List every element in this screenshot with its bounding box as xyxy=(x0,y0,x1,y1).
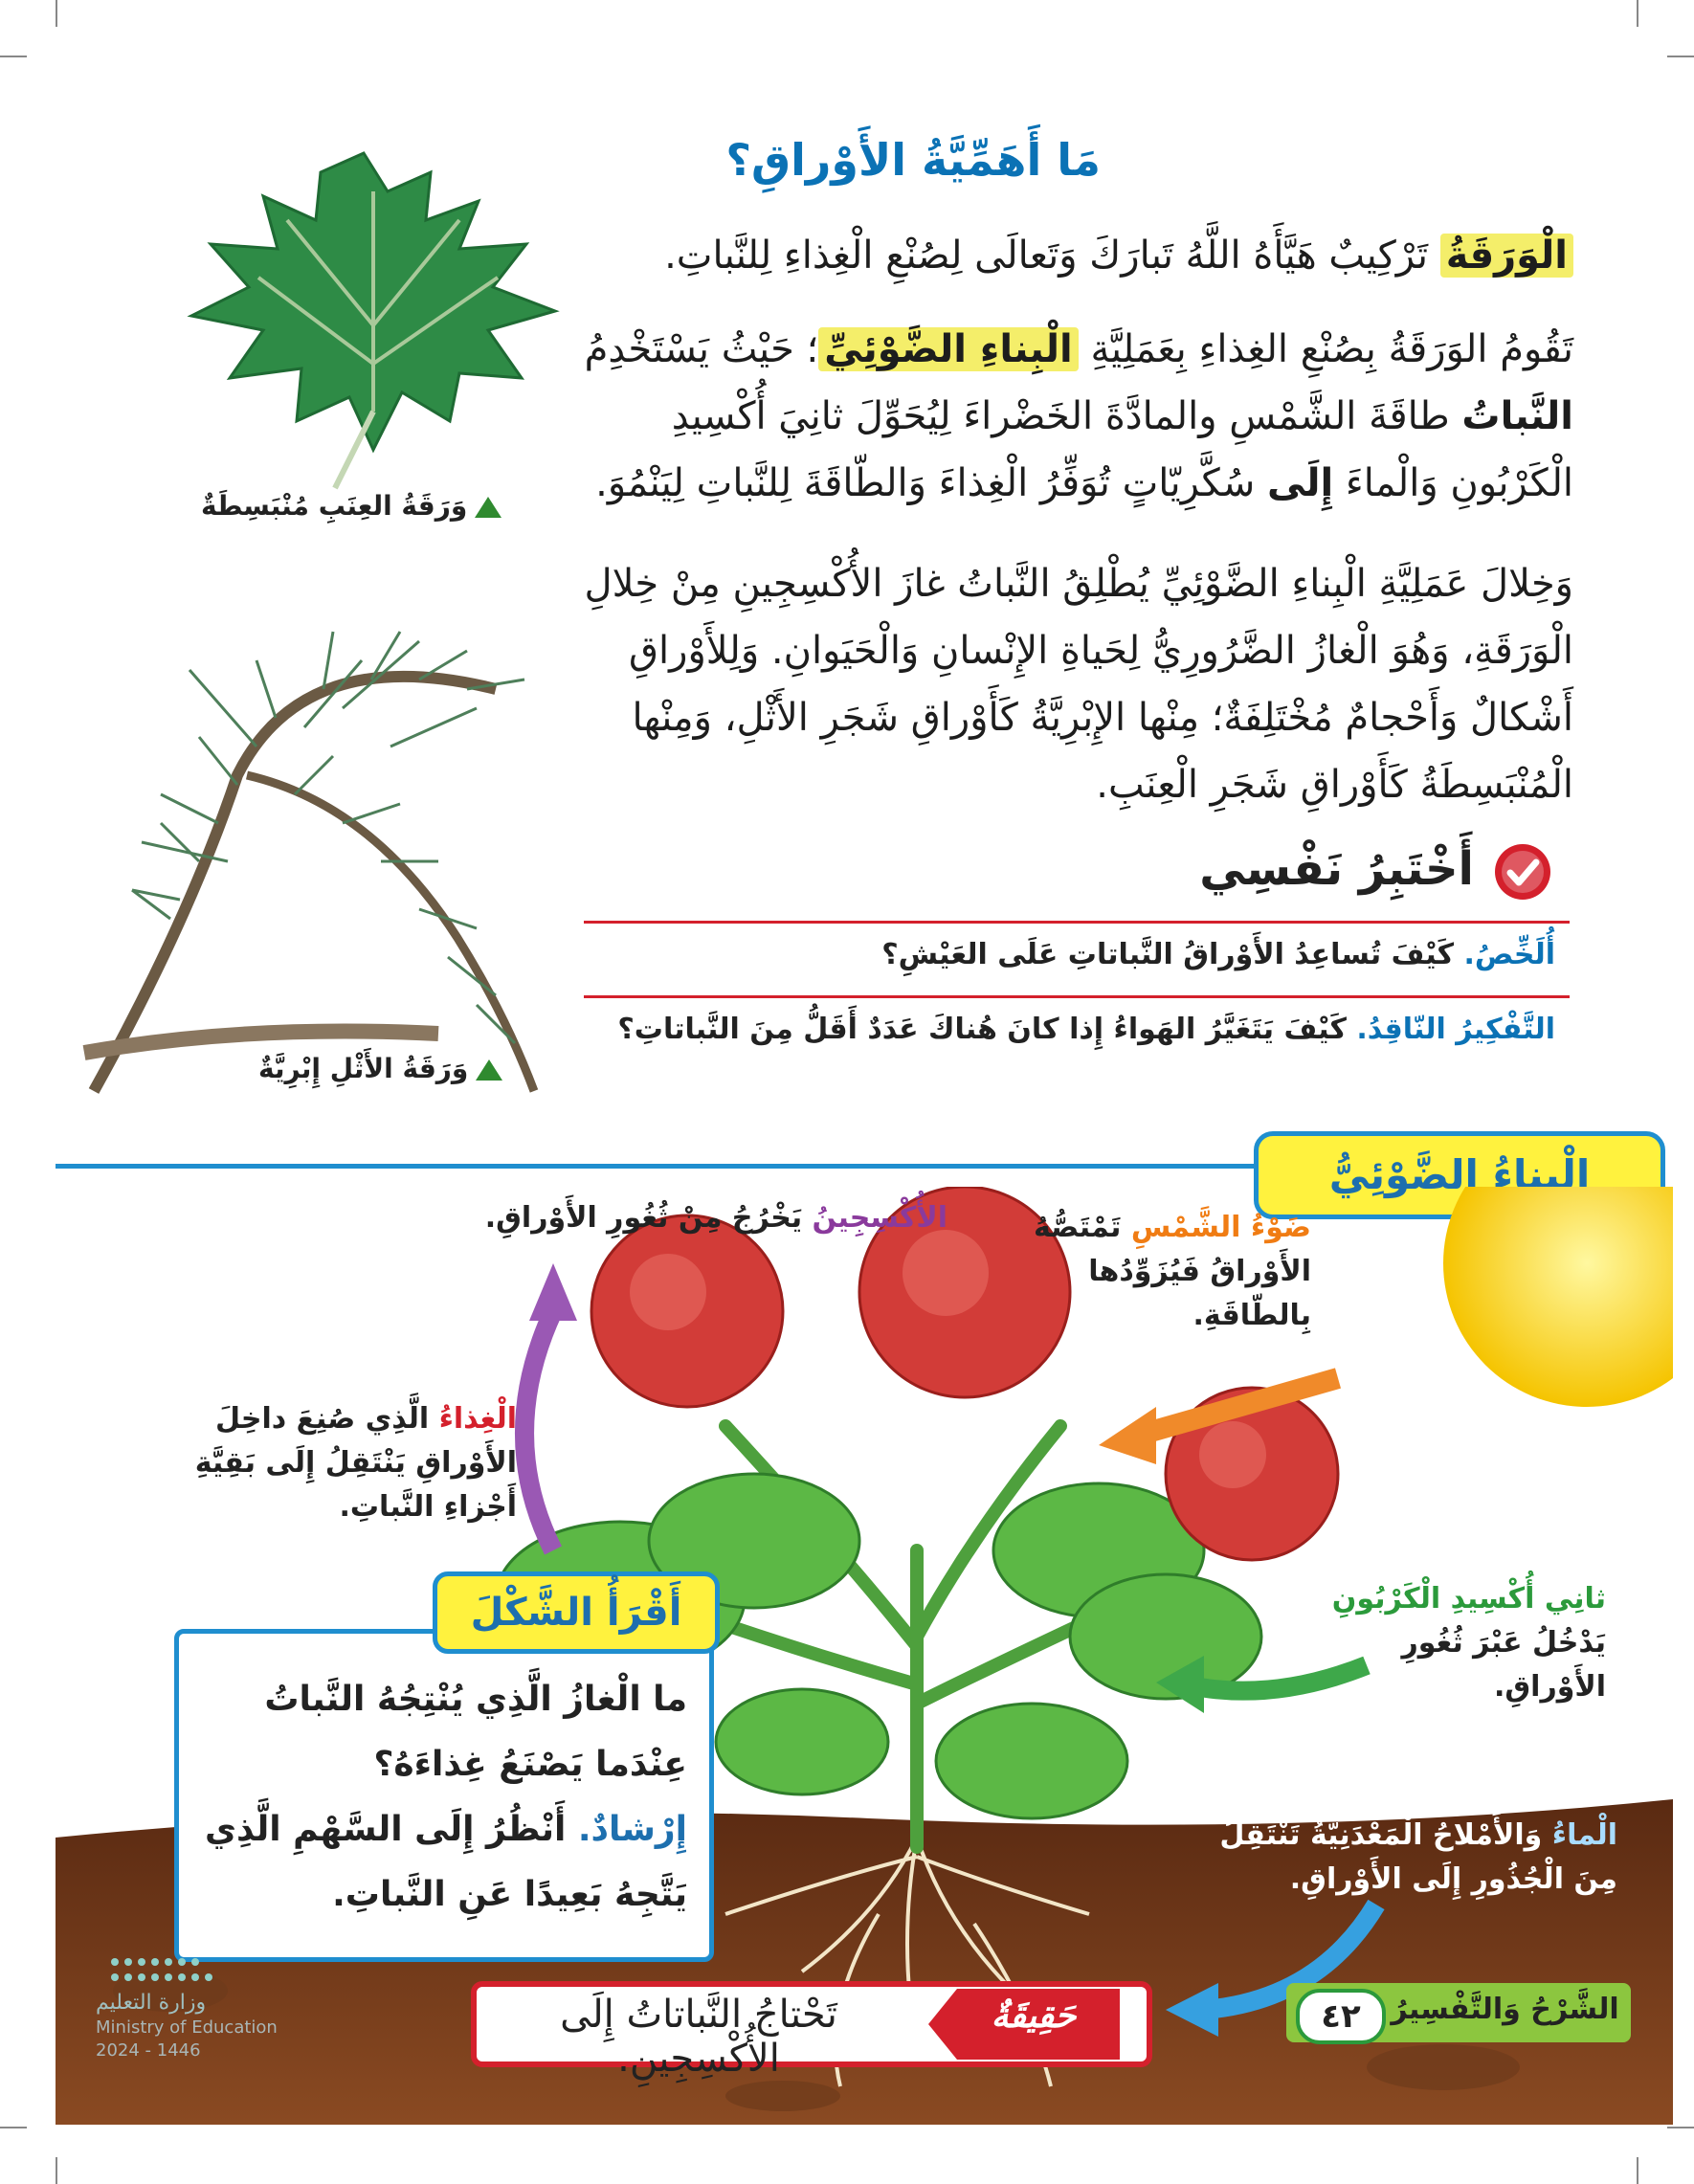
question-summarize xyxy=(589,938,1555,971)
crop-mark xyxy=(56,0,57,27)
fact-text: تَحْتاجُ النَّباتاتُ إِلَى الأُكْسِجِينِ. xyxy=(560,1993,837,2081)
ministry-name-english: Ministry of Education xyxy=(96,2017,278,2038)
p2-end: سُكَّرِيّاتٍ تُوَفِّرُ الْغِذاءَ وَالطّاقَةَ لِلنَّباتِ لِيَنْمُوَ. xyxy=(595,461,1267,505)
page-number: ٤٢ xyxy=(1296,1989,1386,2044)
question-text: كَيْفَ يَتَغَيَّرُ الهَواءُ إِذا كانَ هُناكَ عَدَدٌ أَقَلُّ مِنَ النَّباتاتِ؟ xyxy=(617,1013,1357,1046)
keyword-photosynthesis: الْبِناءِ الضَّوْئِيِّ xyxy=(818,327,1079,371)
ministry-logo-icon xyxy=(96,1952,268,1991)
caption-tamarisk-leaf xyxy=(258,1053,502,1084)
label-oxygen xyxy=(450,1196,947,1240)
self-test-title: أَخْتَبِرُ نَفْسِي xyxy=(1199,842,1474,896)
divider-line xyxy=(584,921,1570,924)
p2-bold-to: إِلَى xyxy=(1266,461,1334,505)
paragraph-photosynthesis xyxy=(578,316,1573,517)
hint-lead: إِرْشادٌ. xyxy=(577,1810,687,1849)
fact-tag-label: حَقِيقَةٌ xyxy=(991,1996,1077,2036)
p2-after: طاقَةَ الشَّمْسِ والمادَّةَ الخَضْراءَ لِيُحَوِّلَ ثانِيَ أُكْسِيدِ الْكَرْبُونِ وَالْماءَ xyxy=(671,394,1573,505)
label-text: يَخْرُجُ مِنْ ثُغُورِ الأَوْراقِ. xyxy=(484,1201,813,1235)
divider-line xyxy=(584,995,1570,998)
p1-text: تَرْكِيبٌ هَيَّأَهُ اللَّهُ تَبارَكَ وَتَعالَى لِصُنْعِ الْغِذاءِ لِلنَّباتِ. xyxy=(664,234,1440,278)
crop-mark xyxy=(1667,56,1694,57)
hint-text: أَنْظُرُ إِلَى السَّهْمِ الَّذِي يَتَّجِهُ بَعِيدًا عَنِ النَّباتِ. xyxy=(204,1810,687,1914)
crop-mark xyxy=(0,56,27,57)
paragraph-leaf-definition xyxy=(578,222,1573,289)
diagram-title: الْبِناءُ الضَّوْئِيُّ xyxy=(1254,1131,1665,1219)
label-key: الأُكْسِجِينُ xyxy=(812,1201,947,1235)
checkmark-icon xyxy=(1495,844,1550,900)
p2-middle: ؛ حَيْثُ يَسْتَخْدِمُ xyxy=(584,327,819,371)
caption-text: وَرَقَةُ العِنَبِ مُنْبَسِطَةٌ xyxy=(201,490,468,522)
label-food xyxy=(172,1397,517,1529)
label-water xyxy=(1206,1814,1617,1902)
read-figure-question: ما الْغازُ الَّذِي يُنْتِجُهُ النَّباتُ عِنْدَما يَصْنَعُ غِذاءَهُ؟ xyxy=(264,1680,687,1784)
sun xyxy=(1443,1187,1673,1407)
label-carbon-dioxide xyxy=(1281,1577,1606,1709)
grape-leaf-image xyxy=(144,134,593,498)
ministry-year: 2024 - 1446 xyxy=(96,2040,201,2061)
caption-grape-leaf xyxy=(201,490,502,522)
label-key: الْماءُ xyxy=(1551,1818,1617,1852)
label-key: الْغِذاءُ xyxy=(438,1402,517,1436)
caption-text: وَرَقَةُ الأَثْلِ إِبْرِيَّةٌ xyxy=(258,1053,469,1084)
label-key: ثانِي أُكْسِيدِ الْكَرْبُونِ xyxy=(1331,1582,1606,1616)
keyword-leaf: الْوَرَقَةُ xyxy=(1440,234,1573,278)
label-text: الَّذِي صُنِعَ داخِلَ الأَوْراقِ يَنْتَقِلُ إِلَى بَقِيَّةِ أَجْزاءِ النَّباتِ. xyxy=(194,1402,517,1524)
label-text: يَدْخُلُ عَبْرَ ثُغُورِ الأَوْراقِ. xyxy=(1401,1626,1606,1704)
crop-mark xyxy=(1637,0,1638,27)
tamarisk-branch-image xyxy=(56,555,591,1120)
ministry-name-arabic: وزارة التعليم xyxy=(96,1991,207,2015)
triangle-bullet-icon xyxy=(475,497,502,518)
label-text: تَمْتَصُّهُ الأَوْراقُ فَيُزَوِّدُها بِالطّاقَةِ. xyxy=(1033,1211,1311,1332)
question-lead: أُلَخِّصُ. xyxy=(1463,938,1555,971)
label-text: وَالأَمْلاحُ الْمَعْدَنِيَّةُ تَنْتَقِلُ مِنَ الْجُذُورِ إِلَى الأَوْراقِ. xyxy=(1219,1818,1617,1896)
paragraph-oxygen-leaf-shapes: وَخِلالَ عَمَلِيَّةِ الْبِناءِ الضَّوْئِيِّ يُطْلِقُ النَّباتُ غازَ الأُكْسِجِينِ مِنْ خِلالِ الْوَرَقَةِ، وَهُوَ الْغازُ الضَّرُورِيُّ لِحَياةِ الإِنْسانِ وَالْحَيَوانِ. وَلِلأَوْراقِ أَشْكالٌ وَأَحْجامٌ مُخْتَلِفَةٌ؛ مِنْها الإِبْرِيَّةُ كَأَوْراقِ شَجَرِ الأَثْلِ، وَمِنْها الْمُنْبَسِطَةُ كَأَوْراقِ شَجَرِ الْعِنَبِ. xyxy=(584,562,1573,807)
section-heading: مَا أَهَمِّيَّةُ الأَوْراقِ؟ xyxy=(725,134,1101,186)
question-lead: التَّفْكِيرُ النّاقِدُ. xyxy=(1356,1013,1555,1046)
crop-mark xyxy=(0,2127,27,2128)
crop-mark xyxy=(56,2157,57,2184)
label-sunlight xyxy=(1005,1206,1311,1338)
label-key: ضَوْءُ الشَّمْسِ xyxy=(1130,1211,1311,1244)
question-critical-thinking xyxy=(589,1013,1555,1046)
question-text: كَيْفَ تُساعِدُ الأَوْراقُ النَّباتاتِ عَلَى العَيْشِ؟ xyxy=(881,938,1464,971)
p2-before: تَقُومُ الوَرَقَةُ بِصُنْعِ الغِذاءِ بِعَمَلِيَّةِ xyxy=(1078,327,1573,371)
p2-bold-plant: النَّباتُ xyxy=(1461,394,1573,438)
crop-mark xyxy=(1637,2157,1638,2184)
section-label: الشَّرْحُ وَالتَّفْسِيرُ xyxy=(1391,1993,1619,2026)
read-figure-content xyxy=(191,1667,687,1928)
triangle-bullet-icon xyxy=(476,1059,502,1081)
read-figure-title: أَقْرَأُ الشَّكْلَ xyxy=(433,1571,720,1654)
crop-mark xyxy=(1667,2127,1694,2128)
section-divider xyxy=(56,1164,1294,1169)
